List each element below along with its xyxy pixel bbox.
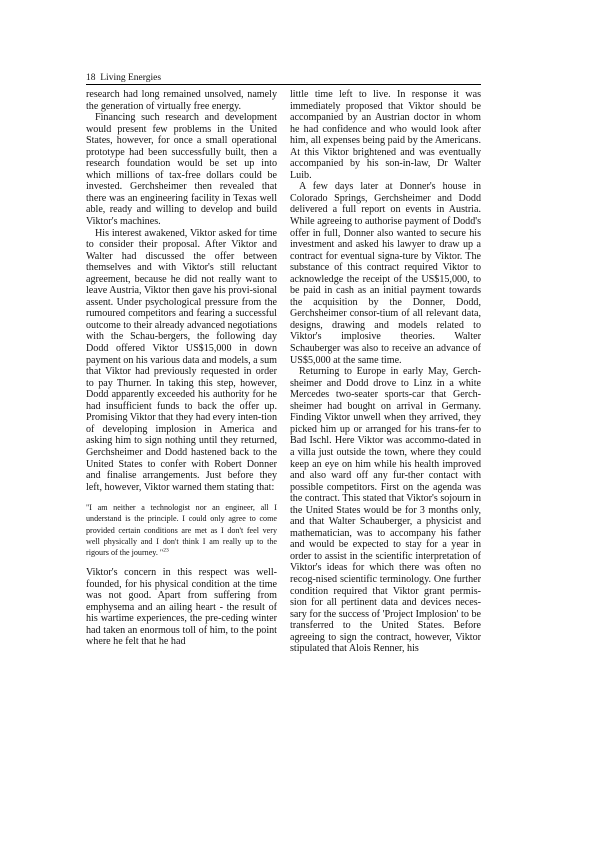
- paragraph: little time left to live. In response it was immediately proposed that Viktor should be accompanied by an Austrian doctor in whom he had confidence and who would look after him, all expenses being paid by the Americans. At this Viktor brightened and was eventually accompanied by his son-in-law, Dr Walter Luib.: [290, 89, 481, 181]
- quote-text: "I am neither a technologist nor an engineer, all I understand is the principle. I could only agree to come provided certain conditions are met as I don't feel very well physically and I don't think I am really up to the rigours of the journey. ": [86, 503, 277, 557]
- running-title: Living Energies: [100, 73, 162, 83]
- paragraph: research had long remained unsolved, namely the generation of virtually free energy.: [86, 89, 277, 112]
- paragraph: A few days later at Donner's house in Colorado Springs, Gerchsheimer and Dodd delivered a full report on events in Austria. While agreeing to authorise payment of Dodd's offer in full, Donner also wanted to secure his investment and asked his lawyer to draw up a contract for eventual signa-ture by Viktor. The substance of this contract required Viktor to acknowledge the receipt of the US$15,000, to be paid in cash as an initial payment towards the acquisition by the Donner, Dodd, Gerchsheimer consor-tium of all relevant data, designs, drawing and models related to Viktor's implosive theories. Walter Schauberger was also to receive an advance of US$5,000 at the same time.: [290, 181, 481, 366]
- paragraph: His interest awakened, Viktor asked for time to consider their proposal. After Viktor and Walter had discussed the offer between themselves and with Viktor's still reluctant agreement, because he did not really want to leave Austria, Viktor then gave his provi-sional assent. Under psychological pressure from the rumoured competitors and fearing a successful outcome to their already advanced negotiations with the Schau-bergers, the following day Dodd offered Viktor US$15,000 in down payment on his various data and models, a sum that Viktor had previously requested in order to pay Thurner. In taking this step, however, Dodd apparently exceeded his authority for he had insufficient funds to back the offer up. Promising Viktor that they had every inten-tion of developing implosion in America and asking him to sign nothing until they returned, Gerchsheimer and Dodd hastened back to the United States to confer with Robert Donner and finalise arrangements. Just before they left, however, Viktor warned them stating that:: [86, 227, 277, 493]
- left-column: [86, 89, 277, 648]
- header-rule: [86, 84, 481, 85]
- block-quote: [86, 502, 277, 558]
- footnote-marker: 23: [163, 547, 169, 554]
- paragraph: Financing such research and development would present few problems in the United States, however, for once a small operational prototype had been successfully built, then a research foundation would be set up into which millions of tax-free dollars could be invested. Gerchsheimer then revealed that there was an engineering facility in Texas well able, ready and willing to develop and build Viktor's machines.: [86, 112, 277, 228]
- paragraph: Returning to Europe in early May, Gerch-sheimer and Dodd drove to Linz in a white Mercedes two-seater sports-car that Gerch-sheimer had bought on arrival in Germany. Finding Viktor unwell when they arrived, they picked him up or arranged for his trans-fer to Bad Ischl. Here Viktor was accommo-dated in a villa just outside the town, where they could keep an eye on him while his health improved and also ward off any fur-ther contact with possible competitors. First on the agenda was the contract. This stated that Viktor's sojourn in the United States would be for 3 months only, and that Walter Schauberger, a physicist and mathematician, was to accompany his father and would be expected to stay for a year in order to assist in the scientific interpretation of Viktor's ideas for which there was often no recog-nised scientific terminology. One further condition required that Viktor grant permis-sion for all pertinent data and devices neces-sary for the success of 'Project Implosion' to be transferred to the United States. Before agreeing to sign the contract, however, Viktor stipulated that Alois Renner, his: [290, 366, 481, 655]
- paragraph: Viktor's concern in this respect was well-founded, for his physical condition at the time was not good. Apart from suffering from emphysema and an ailing heart - the result of his wartime experiences, the pre-ceding winter had taken an enormous toll of him, to the point where he felt that he had: [86, 567, 277, 648]
- page-number: 18: [86, 73, 96, 83]
- right-column: [290, 89, 481, 655]
